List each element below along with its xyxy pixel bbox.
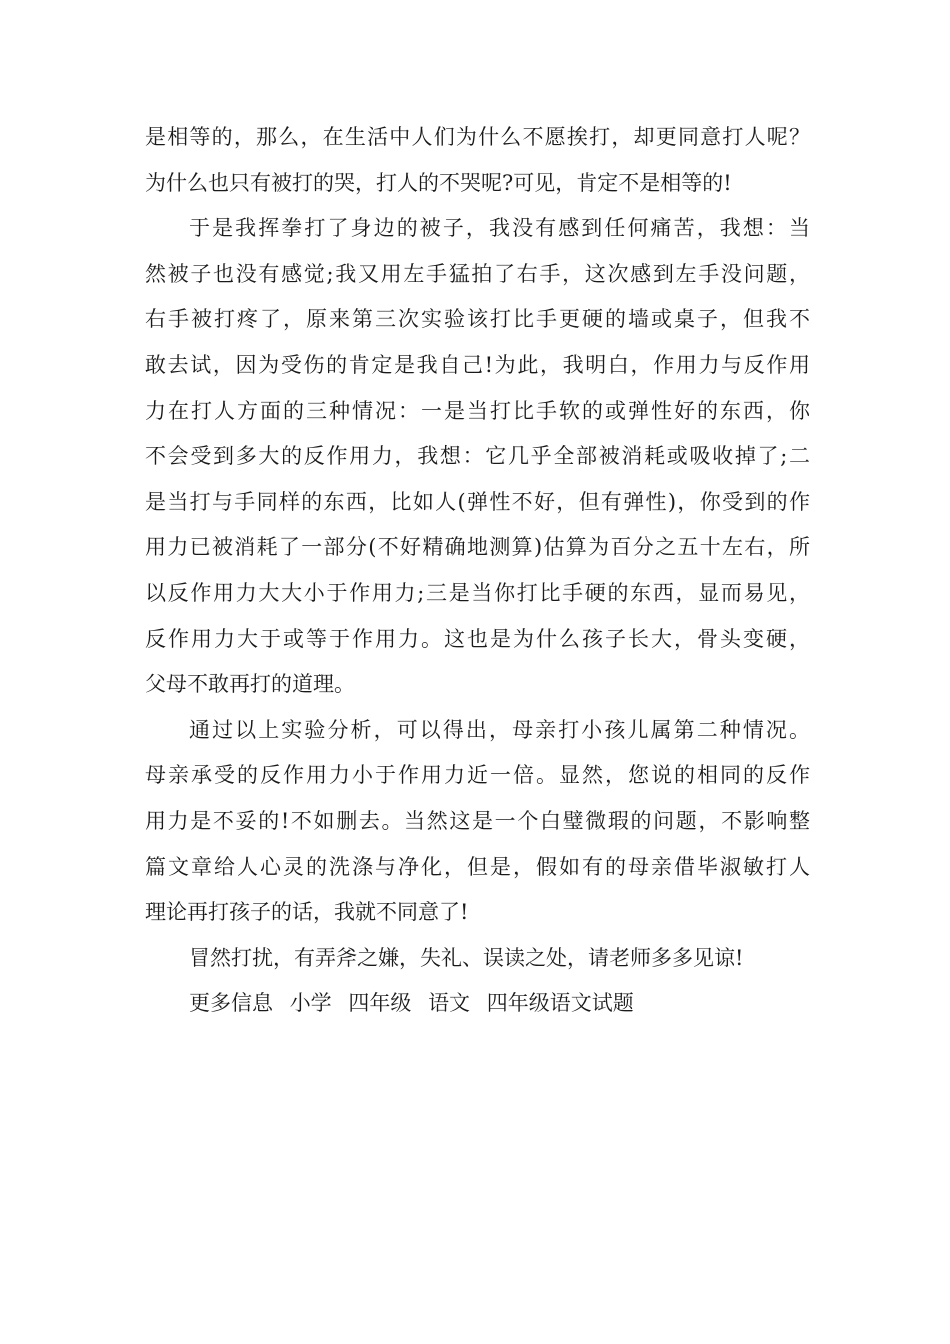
text-line: 是相等的，那么，在生活中人们为什么不愿挨打，却更同意打人呢？: [145, 125, 810, 149]
text-line: 母亲承受的反作用力小于作用力近一倍。显然，您说的相同的反作: [145, 763, 810, 788]
text-line: 理论再打孩子的话，我就不同意了!: [145, 900, 469, 925]
text-line: 父母不敢再打的道理。: [145, 672, 355, 697]
tag-chinese[interactable]: 语文: [428, 991, 471, 1016]
text-line: 为什么也只有被打的哭，打人的不哭呢?可见，肯定不是相等的!: [145, 170, 732, 195]
tag-grade-four[interactable]: 四年级: [348, 991, 412, 1016]
text-line: 通过以上实验分析，可以得出，母亲打小孩儿属第二种情况。: [189, 717, 810, 742]
text-line: 篇文章给人心灵的洗涤与净化，但是，假如有的母亲借毕淑敏打人: [145, 854, 810, 879]
text-line: 右手被打疼了，原来第三次实验该打比手更硬的墙或桌子，但我不: [145, 307, 810, 332]
text-line: 以反作用力大大小于作用力;三是当你打比手硬的东西，显而易见，: [145, 580, 810, 605]
text-line: 然被子也没有感觉;我又用左手猛拍了右手，这次感到左手没问题，: [145, 261, 810, 286]
text-line: 不会受到多大的反作用力，我想：它几乎全部被消耗或吸收掉了;二: [145, 444, 810, 469]
tag-line: [145, 981, 810, 1027]
text-line: 力在打人方面的三种情况：一是当打比手软的或弹性好的东西，你: [145, 398, 810, 423]
tag-more-info[interactable]: 更多信息: [189, 991, 273, 1016]
text-line: 敢去试，因为受伤的肯定是我自己!为此，我明白，作用力与反作用: [145, 352, 810, 377]
text-line: 用力是不妥的!不如删去。当然这是一个白璧微瑕的问题，不影响整: [145, 808, 810, 833]
text-line: 是当打与手同样的东西，比如人(弹性不好，但有弹性)，你受到的作: [145, 489, 810, 514]
document-body: [145, 115, 810, 1027]
text-line: 冒然打扰，有弄斧之嫌，失礼、误读之处，请老师多多见谅!: [189, 945, 744, 970]
text-line: 于是我挥拳打了身边的被子，我没有感到任何痛苦，我想：当: [189, 216, 810, 241]
tag-primary-school[interactable]: 小学: [289, 991, 332, 1016]
tag-grade-four-chinese-test[interactable]: 四年级语文试题: [486, 991, 634, 1016]
text-line: 反作用力大于或等于作用力。这也是为什么孩子长大，骨头变硬，: [145, 626, 810, 651]
text-line: 用力已被消耗了一部分(不好精确地测算)估算为百分之五十左右，所: [145, 535, 810, 560]
